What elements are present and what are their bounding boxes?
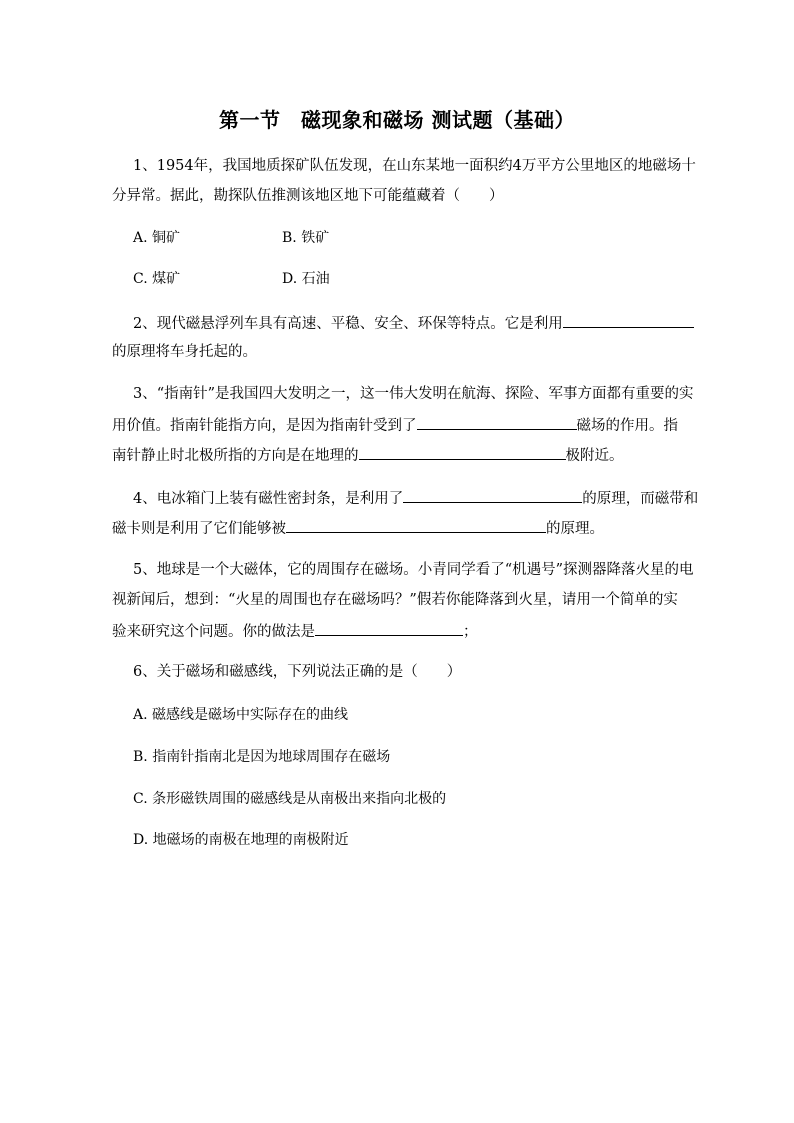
- question-1-option-c: C. 煤矿: [133, 271, 181, 287]
- question-6-stem: 6、关于磁场和磁感线，下列说法正确的是（ ）: [133, 664, 462, 680]
- question-3-text: 南针静止时北极所指的方向是在地理的: [112, 448, 359, 464]
- question-5-line-2: 视新闻后，想到：“火星的周围也存在磁场吗？”假若你能降落到火星，请用一个简单的实: [112, 592, 678, 608]
- question-2-text: 2、现代磁悬浮列车具有高速、平稳、安全、环保等特点。它是利用: [133, 316, 563, 332]
- question-4-line-1: [133, 487, 699, 509]
- question-6-option-a: A. 磁感线是磁场中实际存在的曲线: [133, 707, 349, 723]
- question-3-text: 极附近。: [565, 448, 624, 464]
- question-2-line-2: 的原理将车身托起的。: [112, 344, 257, 360]
- question-1-option-a: A. 铜矿: [133, 230, 181, 246]
- question-3-line-3: [112, 444, 684, 466]
- question-3-line-2: [112, 414, 684, 436]
- question-4-text: 的原理。: [546, 521, 604, 537]
- question-1-line-1: 1、1954年，我国地质探矿队伍发现，在山东某地一面积约4万平方公里地区的地磁场十: [133, 158, 696, 174]
- question-1-line-2: 分异常。据此，勘探队伍推测该地区地下可能蕴藏着（ ）: [112, 188, 504, 204]
- question-6-option-b: B. 指南针指南北是因为地球周围存在磁场: [133, 749, 391, 765]
- answer-blank[interactable]: [403, 487, 582, 503]
- question-1-option-d: D. 石油: [282, 271, 330, 287]
- question-3-line-1: 3、“指南针”是我国四大发明之一，这一伟大发明在航海、探险、军事方面都有重要的实: [133, 386, 694, 402]
- question-3-text: 用价值。指南针能指方向，是因为指南针受到了: [112, 418, 417, 434]
- question-2-line-1: [133, 312, 684, 334]
- question-5-line-1: 5、地球是一个大磁体，它的周围存在磁场。小青同学看了“机遇号”探测器降落火星的电: [133, 562, 694, 578]
- question-5-text: 验来研究这个问题。你的做法是: [112, 624, 315, 640]
- answer-blank[interactable]: [286, 517, 546, 533]
- answer-blank[interactable]: [315, 620, 463, 636]
- answer-blank[interactable]: [563, 312, 694, 328]
- question-4-text: 磁卡则是利用了它们能够被: [112, 521, 286, 537]
- answer-blank[interactable]: [417, 414, 577, 430]
- question-5-line-3: [112, 620, 684, 642]
- question-1-option-b: B. 铁矿: [282, 230, 330, 246]
- page-title: 第一节 磁现象和磁场 测试题（基础）: [219, 108, 575, 132]
- question-5-text: ；: [463, 624, 478, 640]
- answer-blank[interactable]: [359, 444, 566, 460]
- question-4-text: 4、电冰箱门上装有磁性密封条，是利用了: [133, 491, 404, 507]
- question-6-option-d: D. 地磁场的南极在地理的南极附近: [133, 832, 349, 848]
- question-6-option-c: C. 条形磁铁周围的磁感线是从南极出来指向北极的: [133, 791, 447, 807]
- question-4-text: 的原理，而磁带和: [582, 491, 699, 507]
- question-4-line-2: [112, 517, 684, 539]
- question-3-text: 磁场的作用。指: [576, 418, 678, 434]
